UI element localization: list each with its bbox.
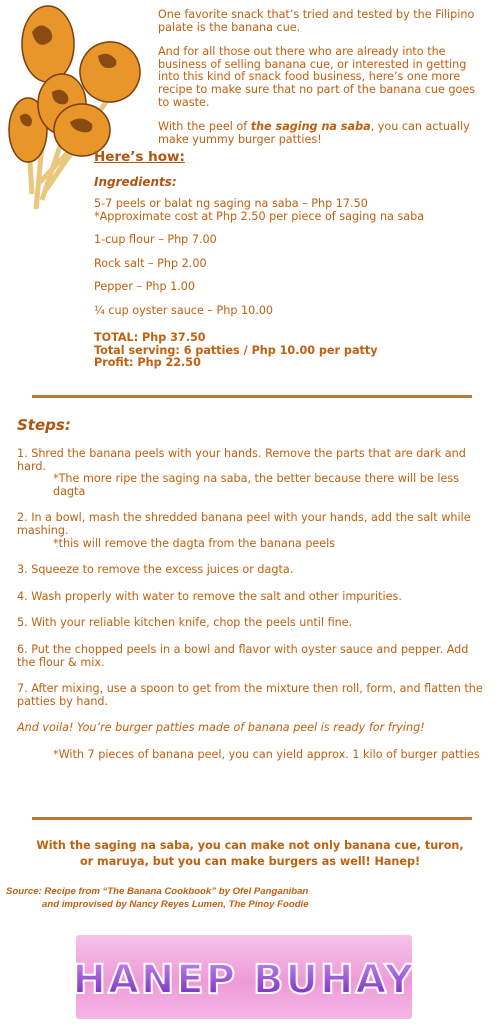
ingredient-line: 5-7 peels or balat ng saging na saba – Php 17.50 [94,197,368,210]
closing-statement: With the saging na saba, you can make not only banana cue, turon, or maruya, but you can make burgers as well! Hanep! [36,839,464,868]
ingredient-note: *Approximate cost at Php 2.50 per piece of saging na saba [94,209,425,223]
hanep-buhay-logo [76,935,412,1019]
step-item: 6. Put the chopped peels in a bowl and flavor with oyster sauce and pepper. Add the flour & mix. [17,642,469,669]
intro-p3-after: , you can actually make yummy burger patties! [158,120,470,146]
ingredient-item: Rock salt – Php 2.00 [94,256,207,270]
ingredient-item [94,198,494,223]
intro-paragraph-1: One favorite snack that’s tried and tested by the Filipino palate is the banana cue. [158,8,475,34]
source-line-2: and improvised by Nancy Reyes Lumen, The Pinoy Foodie [42,898,309,910]
intro-text [158,9,482,146]
logo-wordmark: HANEP BUHAY [76,957,412,1003]
source-label: Source: [6,886,42,897]
profit: Profit: Php 22.50 [94,356,201,370]
ingredient-item: 1-cup flour – Php 7.00 [94,233,217,247]
ingredient-item: ¼ cup oyster sauce – Php 10.00 [94,303,274,317]
totals-block [94,332,494,370]
yield-note: *With 7 pieces of banana peel, you can yield approx. 1 kilo of burger patties [53,747,480,761]
heres-how-heading: Here’s how: [94,149,185,165]
step-text: 2. In a bowl, mash the shredded banana peel with your hands, add the salt while mashing. [17,511,471,537]
ingredient-item: Pepper – Php 1.00 [94,280,196,294]
step-text: 1. Shred the banana peels with your hands. Remove the parts that are dark and hard. [17,447,466,473]
total-cost: TOTAL: Php 37.50 [94,331,206,344]
step-note: *The more ripe the saging na saba, the better because there will be less dagta [53,472,459,498]
source-line-1: Recipe from “The Banana Cookbook” by Ofel Panganiban [41,886,309,897]
intro-p3-emphasis: the saging na saba [250,120,371,134]
ingredients-heading: Ingredients: [94,175,177,189]
step-item: 7. After mixing, use a spoon to get from the mixture then roll, form, and flatten the patties by hand. [17,682,483,708]
intro-paragraph-2: And for all those out there who are already into the business of selling banana cue, or interested in getting into this kind of snack food business, here’s one more recipe to make sure that no part of the banana cue goes to waste. [158,45,476,109]
step-item: 3. Squeeze to remove the excess juices or dagta. [17,563,294,577]
divider-top [32,395,472,398]
source-credit [6,886,486,911]
step-note: *this will remove the dagta from the banana peels [53,536,336,550]
divider-bottom [32,817,472,820]
intro-p3-before: With the peel of [158,120,251,134]
steps-heading: Steps: [17,416,71,434]
ingredients-list [94,198,494,318]
step-item [17,512,483,550]
step-item [17,448,483,498]
steps-list [17,448,483,762]
step-item: 5. With your reliable kitchen knife, chop the peels until fine. [17,616,353,630]
step-item: 4. Wash properly with water to remove the salt and other impurities. [17,589,402,603]
intro-paragraph-3 [158,121,482,146]
total-serving: Total serving: 6 patties / Php 10.00 per patty [94,343,378,357]
voila-text: And voila! You’re burger patties made of banana peel is ready for frying! [17,721,425,735]
